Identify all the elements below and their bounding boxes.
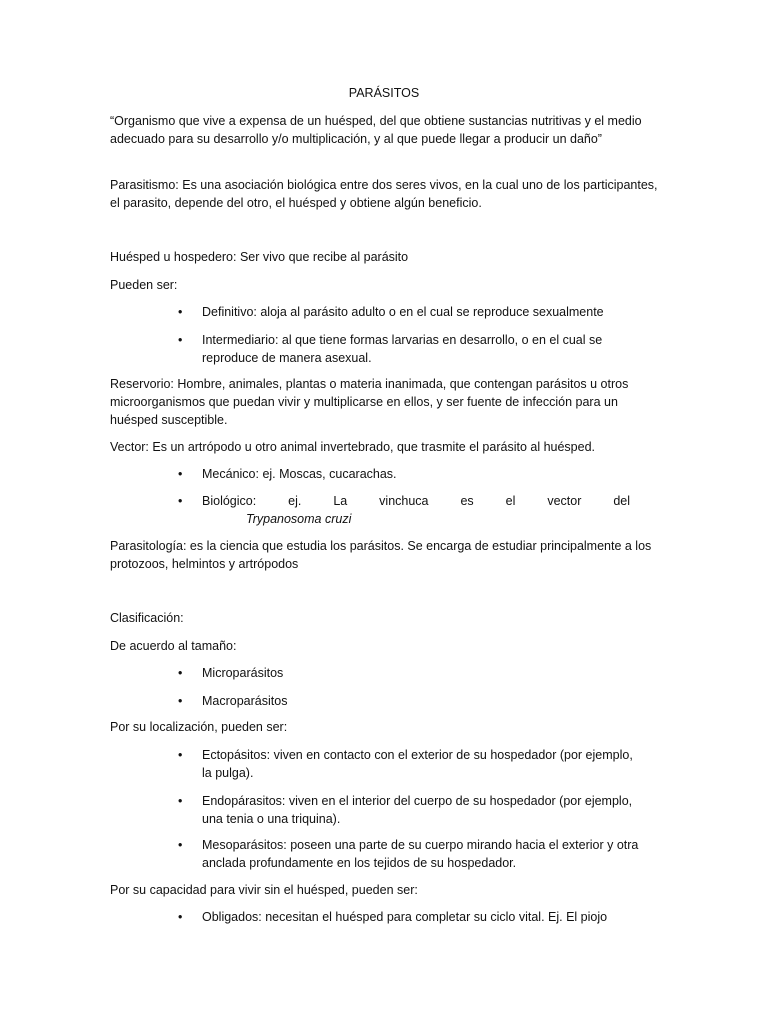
intermediario-line-1: Intermediario: al que tiene formas larvarias en desarrollo, o en el cual se	[202, 333, 603, 347]
biologico-word: es	[460, 494, 474, 508]
pueden-ser-label: Pueden ser:	[110, 278, 178, 292]
biologico-word: Biológico:	[202, 494, 257, 508]
meso-line-2: anclada profundamente en los tejidos de su hospedador.	[202, 856, 517, 870]
huesped-paragraph: Huésped u hospedero: Ser vivo que recibe al parásito	[110, 250, 409, 264]
list-item-definitivo: Definitivo: aloja al parásito adulto o en el cual se reproduce sexualmente	[202, 305, 604, 319]
list-item-biologico	[202, 492, 630, 510]
biologico-word: el	[505, 494, 516, 508]
capacidad-label: Por su capacidad para vivir sin el huésped, pueden ser:	[110, 883, 418, 897]
biologico-word: del	[613, 494, 630, 508]
list-item-meso	[202, 836, 662, 872]
list-item-intermediario	[202, 331, 662, 367]
list-item-ecto	[202, 746, 662, 782]
ecto-line-1: Ectopásitos: viven en contacto con el exterior de su hospedador (por ejemplo,	[202, 748, 633, 762]
species-name: Trypanosoma cruzi	[246, 512, 352, 526]
list-item-mecanico: Mecánico: ej. Moscas, cucarachas.	[202, 467, 397, 481]
document-title: PARÁSITOS	[348, 86, 420, 100]
bullet-marker: •	[178, 494, 183, 508]
bullet-marker: •	[178, 748, 183, 762]
reservorio-paragraph: Reservorio: Hombre, animales, plantas o materia inanimada, que contengan parásitos u otros microorganismos que puedan vivir y multiplicarse en ellos, y ser fuente de infección para un huésped susceptible.	[110, 377, 629, 427]
bullet-marker: •	[178, 794, 183, 808]
tamano-label: De acuerdo al tamaño:	[110, 639, 237, 653]
biologico-word: ej.	[288, 494, 302, 508]
meso-line-1: Mesoparásitos: poseen una parte de su cuerpo mirando hacia el exterior y otra	[202, 838, 639, 852]
list-item-obligados: Obligados: necesitan el huésped para completar su ciclo vital. Ej. El piojo	[202, 910, 608, 924]
bullet-marker: •	[178, 694, 183, 708]
endo-line-1: Endopárasitos: viven en el interior del cuerpo de su hospedador (por ejemplo,	[202, 794, 633, 808]
list-item-micro: Microparásitos	[202, 666, 284, 680]
parasitismo-paragraph: Parasitismo: Es una asociación biológica entre dos seres vivos, en la cual uno de los participantes, el parasito, depende del otro, el huésped y obtiene algún beneficio.	[110, 178, 658, 210]
localizacion-label: Por su localización, pueden ser:	[110, 720, 288, 734]
bullet-marker: •	[178, 910, 183, 924]
biologico-word: vinchuca	[379, 494, 429, 508]
parasitologia-paragraph: Parasitología: es la ciencia que estudia los parásitos. Se encarga de estudiar principalmente a los protozoos, helmintos y artrópodos	[110, 539, 652, 571]
bullet-marker: •	[178, 305, 183, 319]
bullet-marker: •	[178, 467, 183, 481]
list-item-endo	[202, 792, 662, 828]
ecto-line-2: la pulga).	[202, 766, 254, 780]
bullet-marker: •	[178, 333, 183, 347]
bullet-marker: •	[178, 838, 183, 852]
biologico-word: La	[333, 494, 348, 508]
intermediario-line-2: reproduce de manera asexual.	[202, 351, 372, 365]
clasificacion-heading: Clasificación:	[110, 611, 184, 625]
bullet-marker: •	[178, 666, 183, 680]
endo-line-2: una tenia o una triquina).	[202, 812, 341, 826]
definition-quote: “Organismo que vive a expensa de un huésped, del que obtiene sustancias nutritivas y el medio adecuado para su desarrollo y/o multiplicación, y al que puede llegar a producir un daño”	[110, 114, 642, 146]
list-item-macro: Macroparásitos	[202, 694, 288, 708]
biologico-word: vector	[547, 494, 582, 508]
vector-paragraph: Vector: Es un artrópodo u otro animal invertebrado, que trasmite el parásito al huésped.	[110, 440, 596, 454]
